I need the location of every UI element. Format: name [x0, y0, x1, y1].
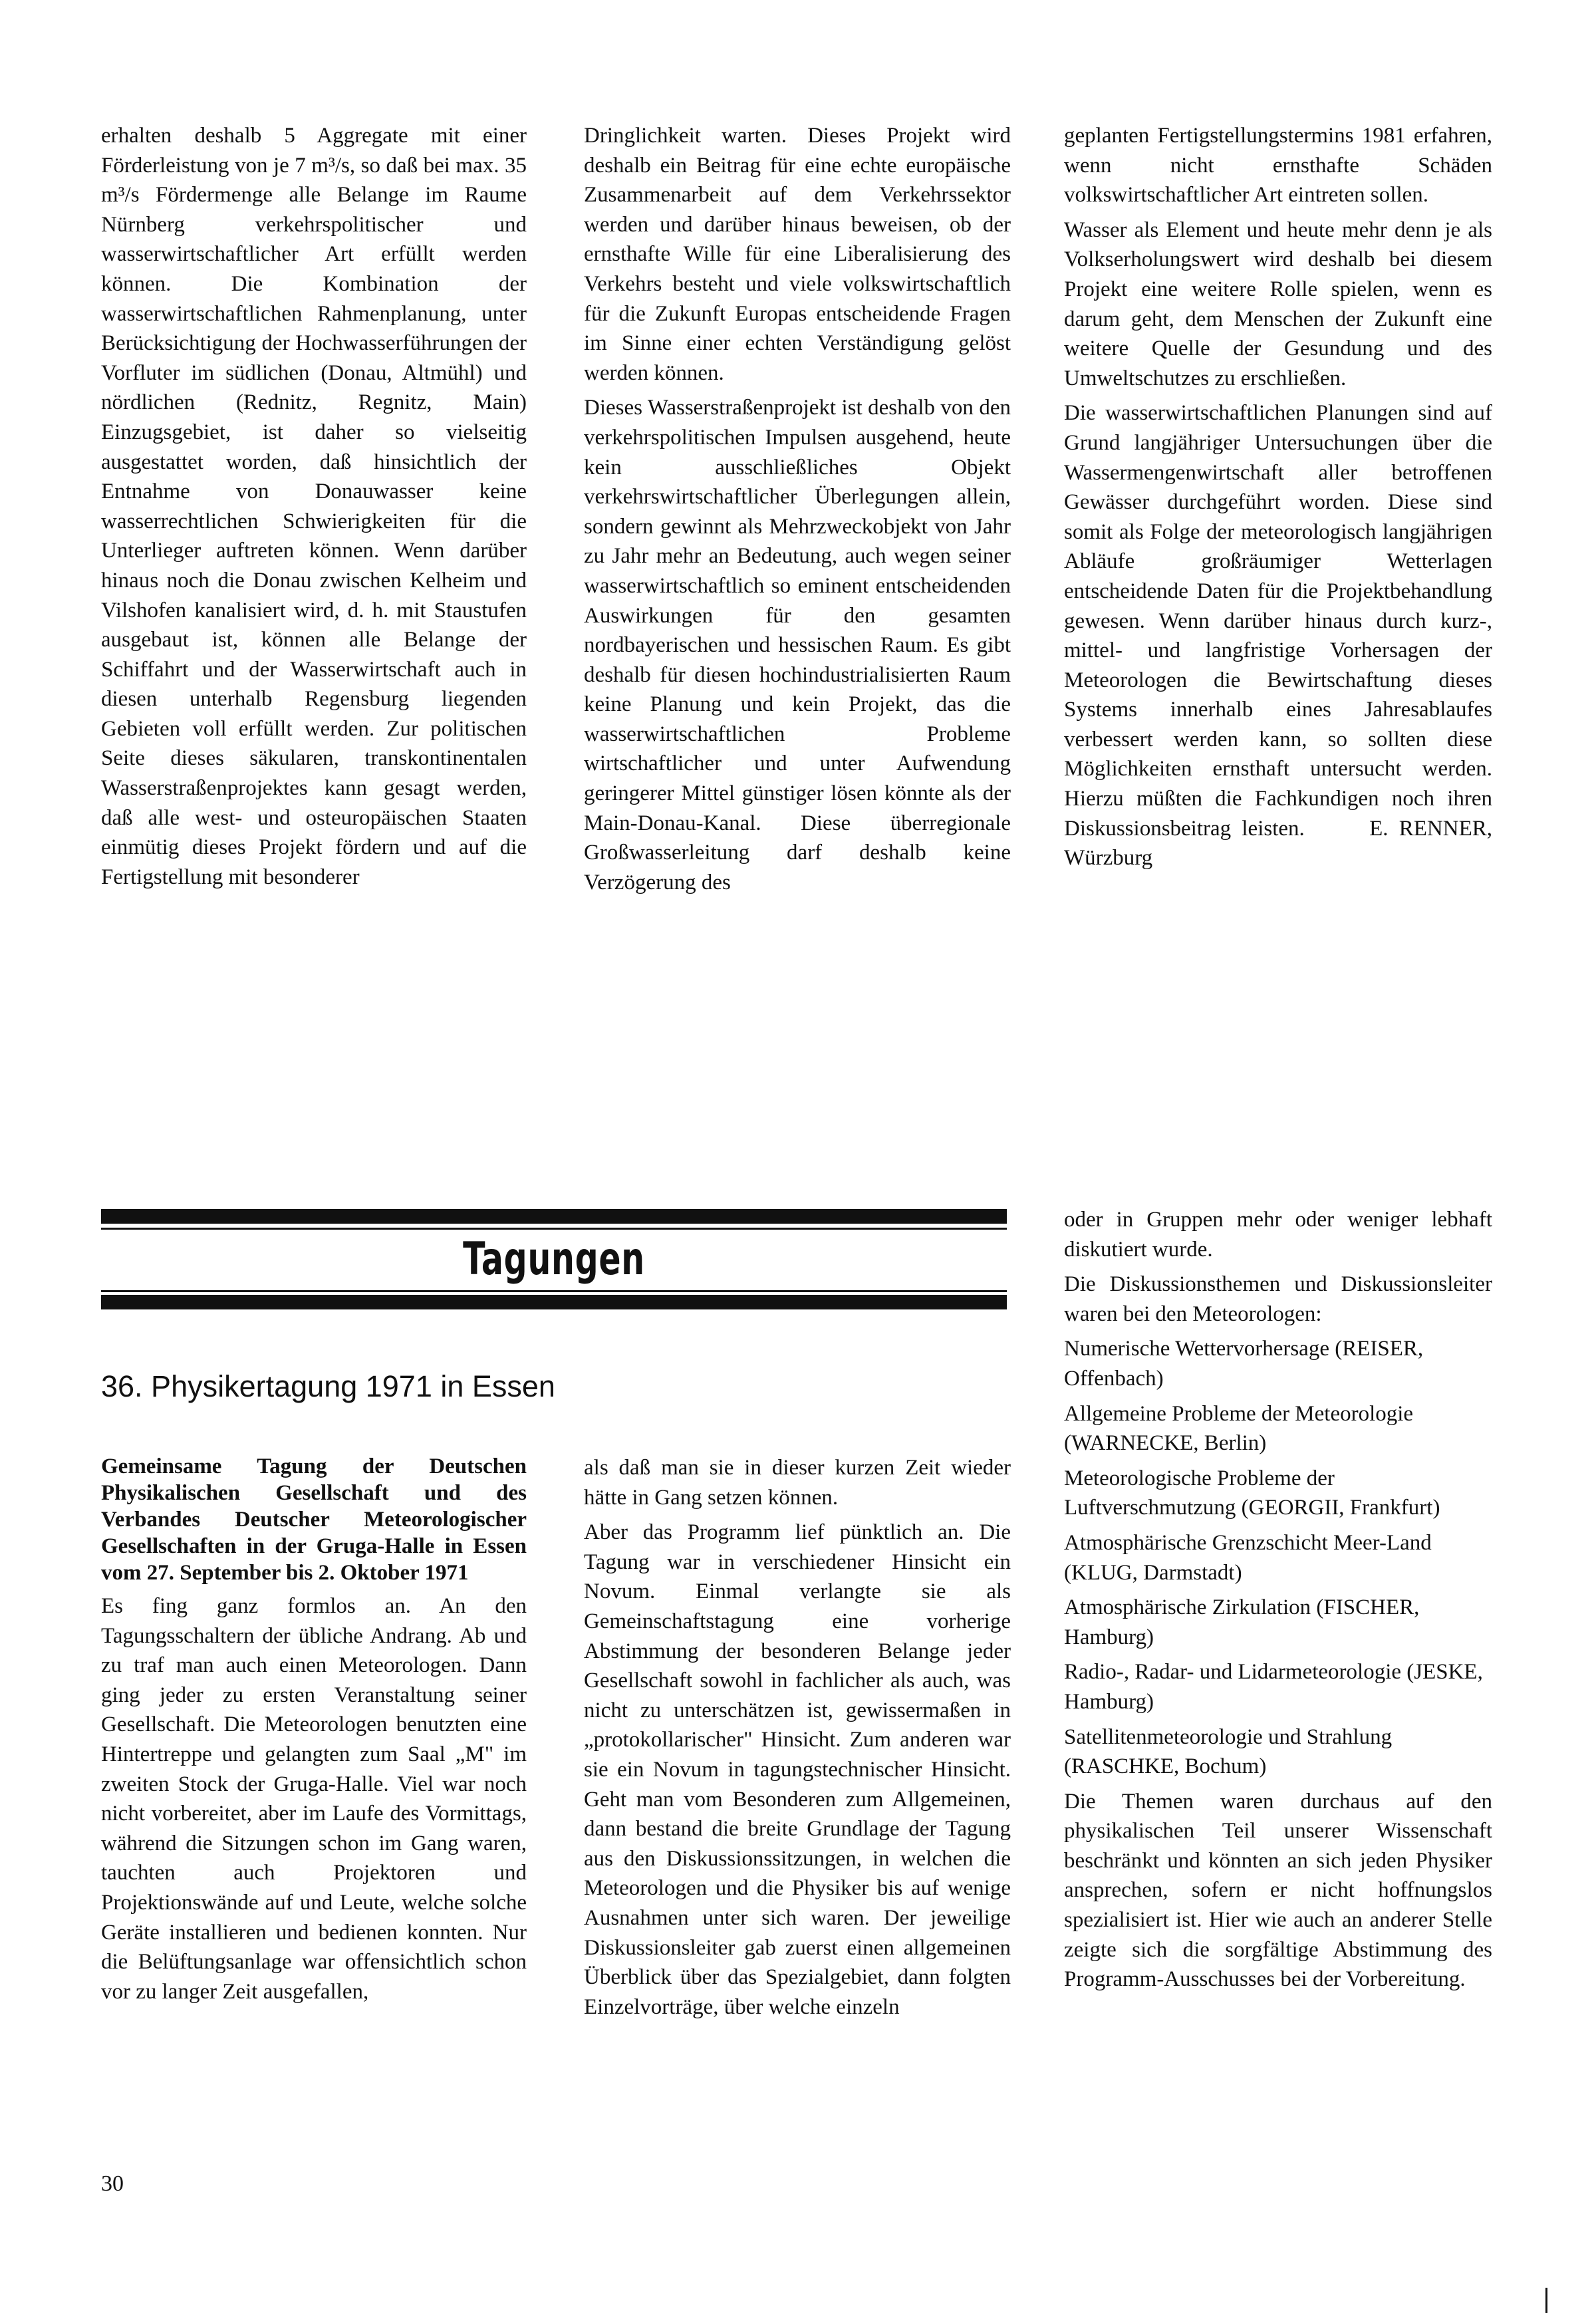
topic-item: Satellitenmeteorologie und Strahlung (RASCHKE, Bochum)	[1064, 1724, 1393, 1779]
letter-signature: E. RENNER, Würzburg	[1064, 816, 1492, 871]
topic-item: Allgemeine Probleme der Meteorologie (WARNECKE, Berlin)	[1064, 1401, 1414, 1456]
letter-paragraph: erhalten deshalb 5 Aggregate mit einer Förderleistung von je 7 m³/s, so daß bei max. 35 m³/s Fördermenge alle Belange im Raume Nürnberg verkehrspolitischer und wasserwirtschaftlicher Art erfüllt werden können. Die Kombination der wasserwirtschaftlichen Rahmenplanung, unter Berücksichtigung der Hochwasserführungen der Vorfluter im südlichen (Donau, Altmühl) und nördlichen (Rednitz, Regnitz, Main) Einzugsgebiet, ist daher so vielseitig ausgestattet worden, daß hinsichtlich der Entnahme von Donauwasser keine wasserrechtlichen Schwierigkeiten für die Unterlieger auftreten können. Wenn darüber hinaus noch die Donau zwischen Kelheim und Vilshofen kanalisiert wird, d. h. mit Staustufen ausgebaut ist, können alle Belange der Schiffahrt und der Wasserwirtschaft auch in diesen unterhalb Regensburg liegenden Gebieten voll erfüllt werden. Zur politischen Seite dieses säkularen, transkontinentalen Wasserstraßenprojektes kann gesagt werden, daß alle west- und osteuropäischen Staaten einmütig dieses Projekt fördern und auf die Fertigstellung mit besonderer	[101, 124, 527, 889]
article-paragraph: Es fing ganz formlos an. An den Tagungsschaltern der übliche Andrang. Ab und zu traf man auch einen Meteorologen. Dann ging jeder zu ersten Veranstaltung seiner Gesellschaft. Die Meteorologen benutzten eine Hintertreppe und gelangten zum Saal „M" im zweiten Stock der Gruga-Halle. Viel war noch nicht vorbereitet, aber im Laufe des Vormittags, während die Sitzungen schon im Gang waren, tauchten auch Projektoren und Projektionswände auf und Leute, welche solche Geräte installieren und bedienen konnten. Nur die Belüftungsanlage war offensichtlich schon vor zu langer Zeit ausgefallen,	[101, 1594, 527, 2004]
letter-paragraph	[1064, 398, 1492, 873]
article-paragraph: als daß man sie in dieser kurzen Zeit wieder hätte in Gang setzen können.	[584, 1456, 1011, 1510]
letter-column-1	[101, 121, 527, 892]
topic-item: Meteorologische Probleme der Luftverschmutzung (GEORGII, Frankfurt)	[1064, 1466, 1440, 1520]
section-rule-bottom	[101, 1295, 1007, 1309]
article-column-3	[1064, 1205, 1492, 1994]
section-title: Tagungen	[463, 1233, 645, 1286]
article-paragraph: Aber das Programm lief pünktlich an. Die Tagung war in verschiedener Hinsicht ein Novum. Einmal verlangte sie als Gemeinschaftstagung eine vorherige Abstimmung der besonderen Belange jeder Gesellschaft sowohl in fachlicher als auch, was nicht zu unterschätzen ist, gewissermaßen in „protokollarischer" Hinsicht. Zum anderen war sie ein Novum in tagungstechnischer Hinsicht. Geht man vom Besonderen zum Allgemeinen, dann bestand die breite Grundlage der Tagung aus den Diskussionssitzungen, in welchen die Meteorologen und die Physiker bis auf wenige Ausnahmen unter sich waren. Der jeweilige Diskussionsleiter gab zuerst einen allgemeinen Überblick über das Spezialgebiet, dann folgten Einzelvorträge, über welche einzeln	[584, 1520, 1011, 2019]
article-lead: Gemeinsame Tagung der Deutschen Physikalischen Gesellschaft und des Verbandes Deutscher Meteorologischer Gesellschaften in der Gruga-Halle in Essen vom 27. September bis 2. Oktober 1971	[101, 1454, 527, 1585]
letter-paragraph: geplanten Fertigstellungstermins 1981 erfahren, wenn nicht ernsthafte Schäden volkswirtschaftlicher Art eintreten sollen.	[1064, 124, 1492, 207]
article-paragraph: Die Diskussionsthemen und Diskussionsleiter waren bei den Meteorologen:	[1064, 1272, 1492, 1326]
topic-item: Numerische Wettervorhersage (REISER, Offenbach)	[1064, 1337, 1424, 1391]
letter-column-3	[1064, 121, 1492, 873]
article-column-1	[101, 1453, 527, 2006]
article-paragraph: oder in Gruppen mehr oder weniger lebhaft diskutiert wurde.	[1064, 1208, 1492, 1262]
section-rule-top-thin	[101, 1228, 1007, 1230]
letter-paragraph: Wasser als Element und heute mehr denn je als Volkserholungswert wird deshalb bei diesem Projekt eine weitere Rolle spielen, wenn es darum geht, dem Menschen der Zukunft eine weitere Quelle der Gesundung und des Umweltschutzes zu erschließen.	[1064, 217, 1492, 390]
letter-column-2	[584, 121, 1011, 897]
letter-paragraph: Dringlichkeit warten. Dieses Projekt wird deshalb ein Beitrag für eine echte europäische Zusammenarbeit auf dem Verkehrssektor werden und darüber hinaus beweisen, ob der ernsthafte Wille für eine Liberalisierung des Verkehrs besteht und viele volkswirtschaftlich für die Zukunft Europas entscheidende Fragen im Sinne einer echten Verständigung gelöst werden können.	[584, 124, 1011, 385]
topic-item: Radio-, Radar- und Lidarmeteorologie (JESKE, Hamburg)	[1064, 1660, 1483, 1714]
letter-paragraph: Dieses Wasserstraßenprojekt ist deshalb von den verkehrspolitischen Impulsen ausgehend, heute kein ausschließliches Objekt verkehrswirtschaftlicher Überlegungen allein, sondern gewinnt als Mehrzweckobjekt von Jahr zu Jahr mehr an Bedeutung, auch wegen seiner wasserwirtschaftlich so eminent entscheidenden Auswirkungen für den gesamten nordbayerischen und hessischen Raum. Es gibt deshalb für diesen hochindustrialisierten Raum keine Planung und kein Projekt, das die wasserwirtschaftlichen Probleme wirtschaftlicher und unter Aufwendung geringerer Mittel günstiger lösen könnte als der Main-Donau-Kanal. Diese überregionale Großwasserleitung darf deshalb keine Verzögerung des	[584, 396, 1011, 894]
article-paragraph: Die Themen waren durchaus auf den physikalischen Teil unserer Wissenschaft beschränkt und könnten an sich jeden Physiker ansprechen, sofern er nicht hoffnungslos spezialisiert ist. Hier wie auch an anderer Stelle zeigte sich die sorgfältige Abstimmung des Programm-Ausschusses bei der Vorbereitung.	[1064, 1789, 1492, 1992]
section-rule-bottom-thin	[101, 1290, 1007, 1292]
topic-item: Atmosphärische Grenzschicht Meer-Land (KLUG, Darmstadt)	[1064, 1530, 1432, 1585]
letter-paragraph-text: Die wasserwirtschaftlichen Planungen sind auf Grund langjähriger Untersuchungen über die Wassermengenwirtschaft aller betroffenen Gewässer durchgeführt worden. Diese sind somit als Folge der meteorologisch langjährigen Abläufe großräumiger Wetterlagen entscheidende Daten für die Projektbehandlung gewesen. Wenn darüber hinaus durch kurz-, mittel- und langfristige Vorhersagen der Meteorologen die Bewirtschaftung dieses Systems innerhalb eines Jahresablaufes verbessert werden kann, so sollten diese Möglichkeiten ernsthaft untersucht werden. Hierzu müßten die Fachkundigen noch ihren Diskussionsbeitrag leisten.	[1064, 401, 1492, 841]
page-number: 30	[101, 2171, 124, 2196]
article-column-2	[584, 1453, 1011, 2022]
article-headline: 36. Physikertagung 1971 in Essen	[101, 1369, 555, 1403]
edge-mark	[1545, 2288, 1547, 2313]
topic-item: Atmosphärische Zirkulation (FISCHER, Hamburg)	[1064, 1595, 1420, 1649]
section-rule-top	[101, 1209, 1007, 1224]
